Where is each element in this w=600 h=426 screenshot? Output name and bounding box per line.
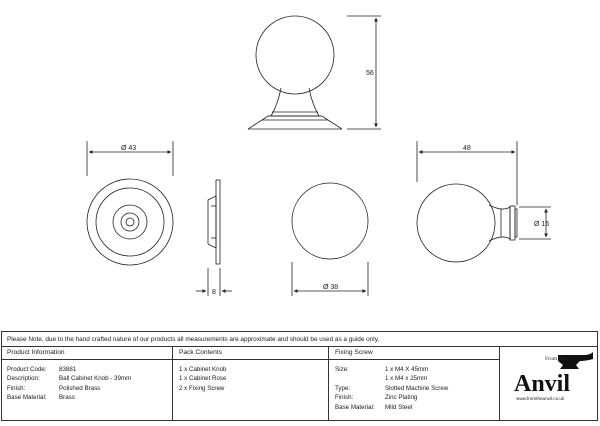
rose-thickness-label: 8 [212, 289, 216, 296]
row-value: Polished Brass [59, 384, 101, 392]
row-key: Product Code: [7, 366, 47, 373]
measurement-notice: Please Note, due to the hand crafted nature of our products all measurements are approximate and should be used as a guide only. [1, 331, 598, 347]
row-key: Finish: [7, 384, 26, 392]
rose-diameter-label: Ø 43 [121, 145, 137, 152]
row-value: 83881 [59, 366, 77, 373]
product-info-heading: Product Information [1, 347, 172, 360]
row-key: Finish: [335, 394, 354, 402]
row-key: Size: [335, 366, 349, 373]
height-dimension [347, 16, 381, 129]
row-key: Type: [335, 384, 351, 392]
logo-brand: Anvil [514, 371, 571, 397]
brand-logo [500, 347, 598, 421]
height-label: 56 [366, 70, 374, 77]
row-value: Zinc Plating [385, 394, 418, 402]
fixing-screw-column [329, 347, 500, 421]
pack-item: 2 x Fixing Screw [179, 384, 225, 392]
product-code-row [7, 365, 172, 374]
row-key: Base Material: [7, 394, 47, 402]
projection-label: 48 [463, 145, 471, 152]
row-value: Brass [59, 394, 75, 402]
pack-contents-column [173, 347, 329, 421]
fixing-screw-heading: Fixing Screw [329, 347, 499, 360]
row-key: Description: [7, 375, 40, 383]
product-info-column [1, 347, 173, 421]
row-value: Slotted Machine Screw [385, 384, 449, 392]
ball-diameter-label: Ø 38 [323, 284, 339, 291]
finish-row [7, 384, 172, 393]
ball-front-view [292, 183, 368, 259]
screw-finish-row [335, 393, 499, 402]
knob-horizontal-side-view [417, 184, 517, 262]
screw-material-row [335, 403, 499, 412]
row-value: 1 x M4 x 25mm [385, 375, 428, 383]
info-table [1, 347, 598, 421]
pack-item: 1 x Cabinet Knob [179, 366, 227, 373]
screw-size-row [335, 365, 499, 374]
neck-diameter-label: Ø 16 [534, 221, 550, 228]
row-value: Ball Cabinet Knob - 39mm [59, 375, 132, 383]
pack-contents-heading: Pack Contents [173, 347, 328, 360]
pack-item: 1 x Cabinet Rose [179, 375, 227, 383]
screw-type-row [335, 384, 499, 393]
base-material-row [7, 393, 172, 402]
row-key: Base Material: [335, 403, 375, 411]
row-value: Mild Steel [385, 403, 413, 411]
row-value: 1 x M4 X 45mm [385, 366, 429, 373]
logo-from-the: From the [545, 356, 566, 362]
knob-side-elevation [248, 16, 342, 129]
description-row [7, 374, 172, 383]
screw-size-row-2 [335, 374, 499, 383]
rose-front-view [87, 179, 173, 265]
rose-side-view [208, 180, 220, 264]
logo-url: www.fromtheanvil.co.uk [516, 396, 565, 401]
